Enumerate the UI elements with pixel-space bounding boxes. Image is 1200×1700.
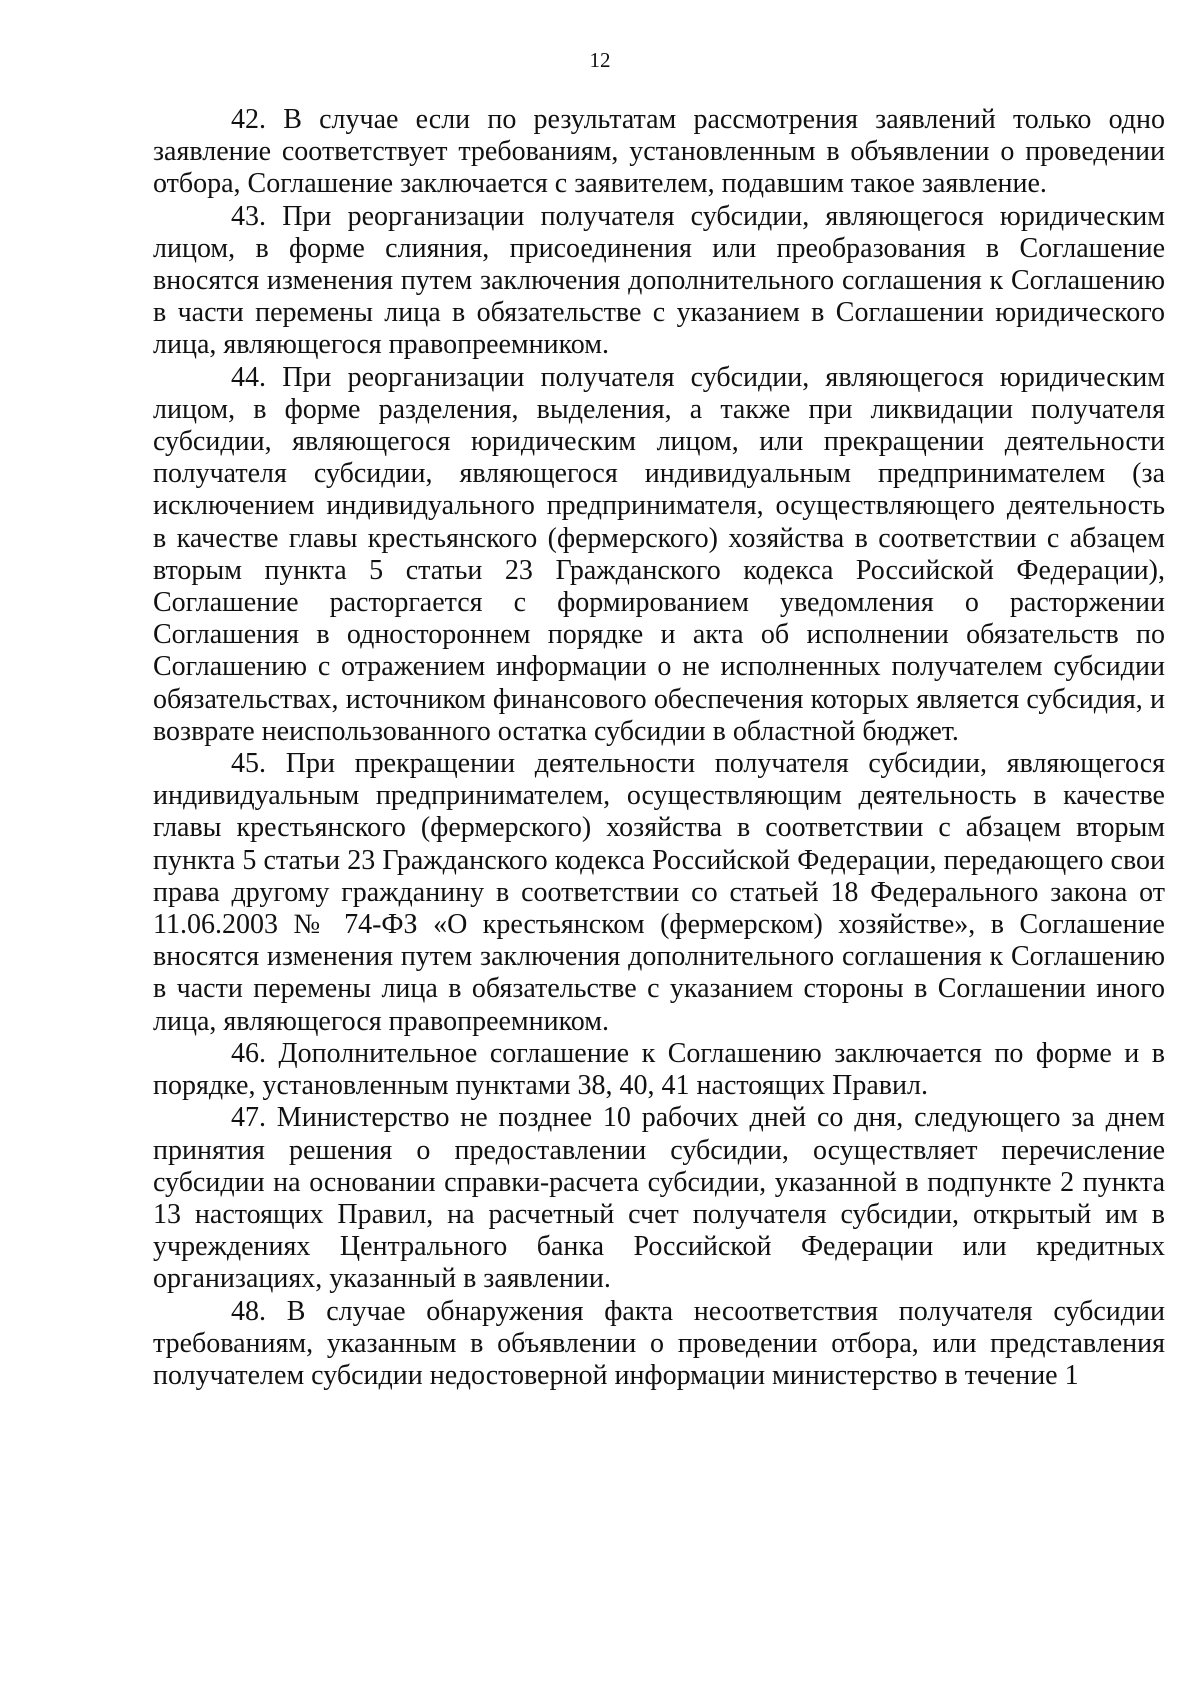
paragraph-46: 46. Дополнительное соглашение к Соглашению заключается по форме и в порядке, установленным пунктами 38, 40, 41 настоящих Правил. [153,1037,1165,1102]
paragraph-45: 45. При прекращении деятельности получателя субсидии, являющегося индивидуальным предпринимателем, осуществляющим деятельность в качестве главы крестьянского (фермерского) хозяйства в соответствии с абзацем вторым пункта 5 статьи 23 Гражданского кодекса Российской Федерации, передающего свои права другому гражданину в соответствии со статьей 18 Федерального закона от 11.06.2003 № 74-ФЗ «О крестьянском (фермерском) хозяйстве», в Соглашение вносятся изменения путем заключения дополнительного соглашения к Соглашению в части перемены лица в обязательстве с указанием стороны в Соглашении иного лица, являющегося правопреемником. [153,748,1165,1037]
paragraph-48: 48. В случае обнаружения факта несоответствия получателя субсидии требованиям, указанным в объявлении о проведении отбора, или представления получателем субсидии недостоверной информации министерство в течение 1 [153,1295,1165,1391]
page-number: 12 [589,48,611,72]
paragraph-43: 43. При реорганизации получателя субсидии, являющегося юридическим лицом, в форме слияния, присоединения или преобразования в Соглашение вносятся изменения путем заключения дополнительного соглашения к Соглашению в части перемены лица в обязательстве с указанием в Соглашении юридического лица, являющегося правопреемником. [153,200,1165,361]
paragraph-42: 42. В случае если по результатам рассмотрения заявлений только одно заявление соответствует требованиям, установленным в объявлении о проведении отбора, Соглашение заключается с заявителем, подавшим такое заявление. [153,104,1165,200]
document-body [153,104,1165,1392]
paragraph-47: 47. Министерство не позднее 10 рабочих дней со дня, следующего за днем принятия решения о предоставлении субсидии, осуществляет перечисление субсидии на основании справки-расчета субсидии, указанной в подпункте 2 пункта 13 настоящих Правил, на расчетный счет получателя субсидии, открытый им в учреждениях Центрального банка Российской Федерации или кредитных организациях, указанный в заявлении. [153,1102,1165,1295]
paragraph-44: 44. При реорганизации получателя субсидии, являющегося юридическим лицом, в форме разделения, выделения, а также при ликвидации получателя субсидии, являющегося юридическим лицом, или прекращении деятельности получателя субсидии, являющегося индивидуальным предпринимателем (за исключением индивидуального предпринимателя, осуществляющего деятельность в качестве главы крестьянского (фермерского) хозяйства в соответствии с абзацем вторым пункта 5 статьи 23 Гражданского кодекса Российской Федерации), Соглашение расторгается с формированием уведомления о расторжении Соглашения в одностороннем порядке и акта об исполнении обязательств по Соглашению с отражением информации о не исполненных получателем субсидии обязательствах, источником финансового обеспечения которых является субсидия, и возврате неиспользованного остатка субсидии в областной бюджет. [153,361,1165,747]
